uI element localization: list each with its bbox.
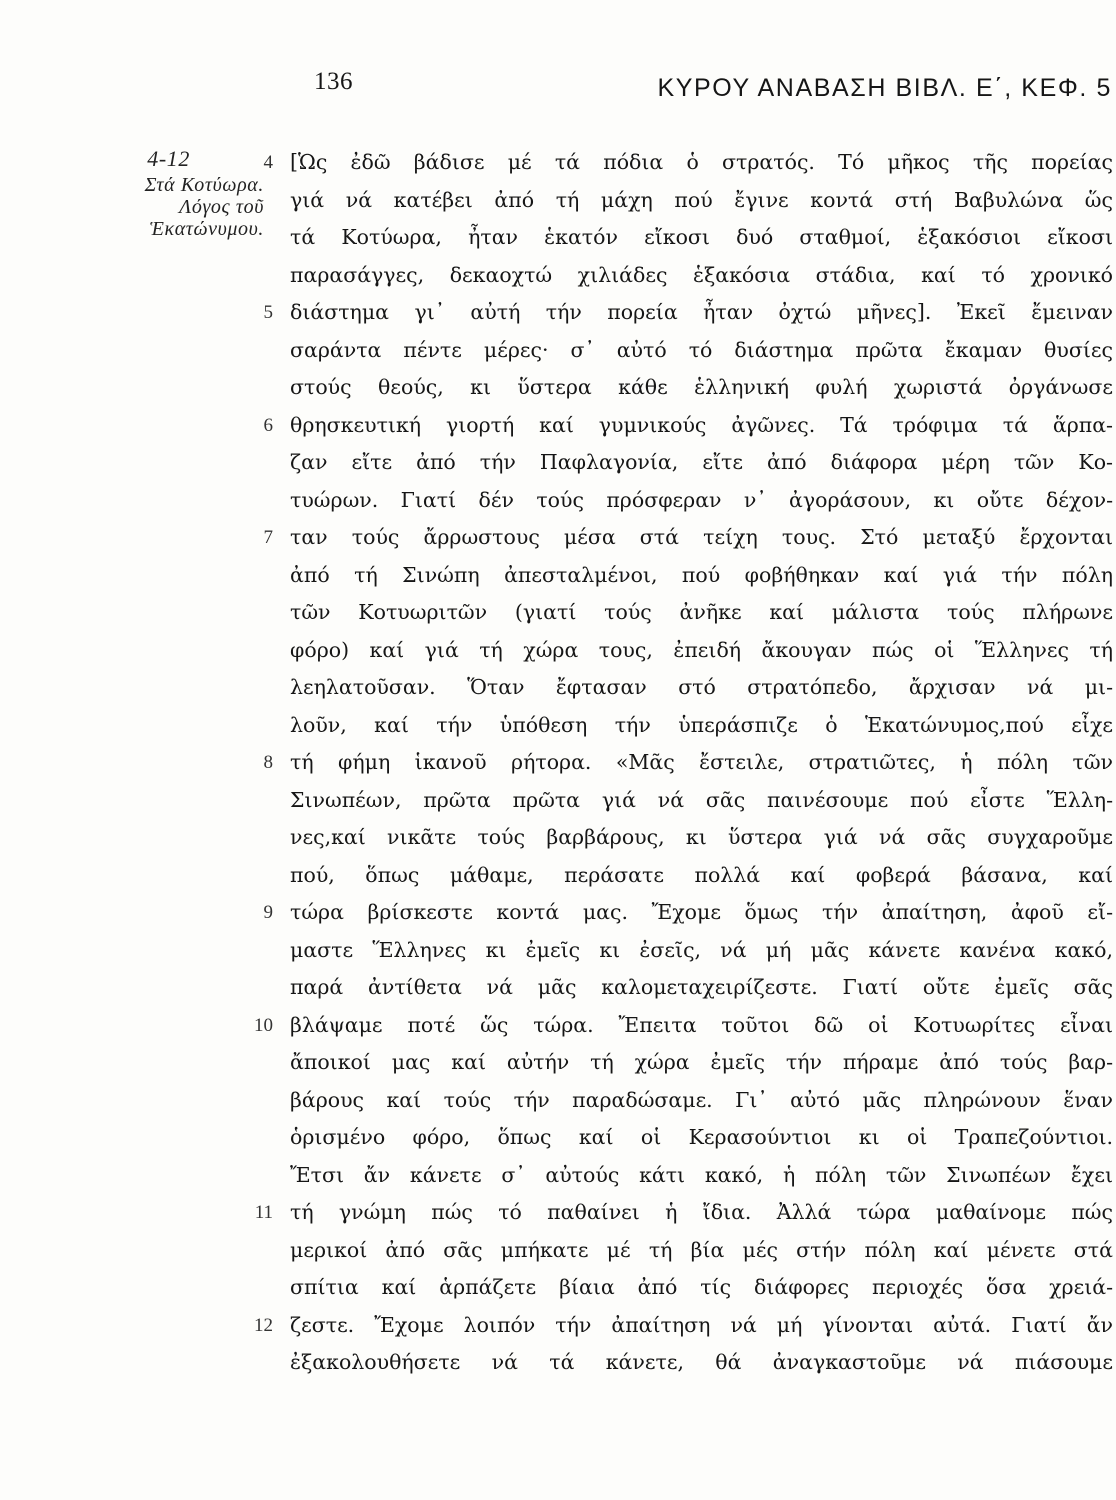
text-line: [243, 1157, 1113, 1195]
section-number: 11: [254, 1202, 273, 1223]
line-text: ὁρισμένο φόρο, ὅπως καί οἱ Κερασούντιοι κι οἱ Τραπεζούντιοι.: [290, 1125, 1113, 1149]
line-text: πού, ὅπως μάθαμε, περάσατε πολλά καί φοβερά βάσανα, καί: [290, 862, 1113, 887]
margin-note-line: Ἑκατώνυμου.: [149, 218, 264, 240]
text-line: [243, 557, 1113, 595]
text-line: [243, 744, 1113, 782]
text-line: [243, 519, 1113, 557]
text-line: [243, 857, 1113, 895]
line-text: μερικοί ἀπό σᾶς μπήκατε μέ τή βία μές στήν πόλη καί μένετε στά: [290, 1237, 1113, 1262]
text-line: [243, 1269, 1113, 1307]
line-text: βάρους καί τούς τήν παραδώσαμε. Γι᾽ αὐτό μᾶς πληρώνουν ἕναν: [290, 1087, 1113, 1112]
text-line: [243, 1082, 1113, 1120]
running-head: ΚΥΡΟΥ ΑΝΑΒΑΣΗ ΒΙΒΛ. Ε΄, ΚΕΦ. 5: [657, 74, 1112, 102]
section-number: 6: [263, 414, 273, 436]
body-text: [243, 144, 1113, 1382]
text-line: [243, 1194, 1113, 1232]
line-text: φόρο) καί γιά τή χώρα τους, ἐπειδή ἄκουγαν πώς οἱ Ἕλληνες τή: [290, 637, 1113, 662]
line-text: παρασάγγες, δεκαοχτώ χιλιάδες ἑξακόσια στάδια, καί τό χρονικό: [290, 262, 1113, 287]
text-line: [243, 219, 1113, 257]
line-text: λοῦν, καί τήν ὑπόθεση τήν ὑπεράσπιζε ὁ Ἑκατώνυμος,πού εἶχε: [290, 712, 1113, 737]
line-text: τώρα βρίσκεστε κοντά μας. Ἔχομε ὅμως τήν ἀπαίτηση, ἀφοῦ εἴ-: [290, 900, 1113, 924]
text-line: [243, 369, 1113, 407]
line-text: [Ὡς ἐδῶ βάδισε μέ τά πόδια ὁ στρατός. Τό μῆκος τῆς πορείας: [290, 150, 1113, 174]
text-line: [243, 1344, 1113, 1382]
text-line: [243, 782, 1113, 820]
text-line: [243, 444, 1113, 482]
text-line: [243, 257, 1113, 295]
text-line: [243, 969, 1113, 1007]
text-line: [243, 1044, 1113, 1082]
line-text: ἄποικοί μας καί αὐτήν τή χώρα ἐμεῖς τήν πήραμε ἀπό τούς βαρ-: [290, 1050, 1113, 1074]
text-line: [243, 332, 1113, 370]
text-line: [243, 1232, 1113, 1270]
line-text: σπίτια καί ἁρπάζετε βίαια ἀπό τίς διάφορες περιοχές ὅσα χρειά-: [290, 1275, 1113, 1299]
section-number: 10: [254, 1014, 273, 1036]
line-text: διάστημα γι᾽ αὐτή τήν πορεία ἦταν ὀχτώ μῆνες]. Ἐκεῖ ἔμειναν: [290, 300, 1113, 324]
page-number: 136: [314, 68, 353, 95]
line-text: ζεστε. Ἔχομε λοιπόν τήν ἀπαίτηση νά μή γίνονται αὐτά. Γιατί ἄν: [290, 1312, 1113, 1337]
margin-note: [96, 148, 264, 240]
line-text: μαστε Ἕλληνες κι ἐμεῖς κι ἐσεῖς, νά μή μᾶς κάνετε κανένα κακό,: [290, 937, 1113, 962]
line-text: τά Κοτύωρα, ἦταν ἑκατόν εἴκοσι δυό σταθμοί, ἑξακόσιοι εἴκοσι: [290, 225, 1113, 249]
text-line: [243, 594, 1113, 632]
section-number: 12: [254, 1314, 273, 1336]
text-line: [243, 407, 1113, 445]
line-text: σαράντα πέντε μέρες· σ᾽ αὐτό τό διάστημα πρῶτα ἔκαμαν θυσίες: [290, 337, 1113, 362]
text-line: [243, 707, 1113, 745]
line-text: γιά νά κατέβει ἀπό τή μάχη πού ἔγινε κοντά στή Βαβυλώνα ὥς: [290, 187, 1113, 212]
line-text: θρησκευτική γιορτή καί γυμνικούς ἀγῶνες. Τά τρόφιμα τά ἅρπα-: [290, 412, 1113, 437]
margin-note-line: Στά Κοτύωρα.: [144, 174, 264, 196]
line-text: Σινωπέων, πρῶτα πρῶτα γιά νά σᾶς παινέσουμε πού εἶστε Ἕλλη-: [290, 787, 1113, 812]
section-number: 4: [263, 152, 273, 173]
line-text: ζαν εἴτε ἀπό τήν Παφλαγονία, εἴτε ἀπό διάφορα μέρη τῶν Κο-: [290, 450, 1113, 474]
line-text: τή φήμη ἱκανοῦ ρήτορα. «Μᾶς ἔστειλε, στρατιῶτες, ἡ πόλη τῶν: [290, 750, 1113, 774]
text-line: [243, 669, 1113, 707]
line-text: ταν τούς ἄρρωστους μέσα στά τείχη τους. Στό μεταξύ ἔρχονται: [290, 525, 1113, 549]
section-number: 9: [263, 902, 273, 923]
text-line: [243, 1307, 1113, 1345]
section-number: 5: [263, 302, 273, 323]
line-text: ἀπό τή Σινώπη ἀπεσταλμένοι, πού φοβήθηκαν καί γιά τήν πόλη: [290, 562, 1113, 587]
text-line: [243, 182, 1113, 220]
line-text: τῶν Κοτυωριτῶν (γιατί τούς ἀνῆκε καί μάλιστα τούς πλήρωνε: [290, 600, 1113, 624]
margin-note-line: Λόγος τοῦ: [179, 196, 264, 218]
section-number: 7: [263, 527, 273, 548]
text-line: [243, 632, 1113, 670]
text-line: [243, 1119, 1113, 1157]
line-text: λεηλατοῦσαν. Ὅταν ἔφτασαν στό στρατόπεδο, ἄρχισαν νά μι-: [290, 675, 1113, 699]
section-number: 8: [263, 752, 273, 773]
line-text: Ἔτσι ἄν κάνετε σ᾽ αὐτούς κάτι κακό, ἡ πόλη τῶν Σινωπέων ἔχει: [290, 1162, 1113, 1187]
margin-note-range: 4-12: [147, 146, 190, 171]
text-line: [243, 894, 1113, 932]
text-line: [243, 144, 1113, 182]
line-text: νες,καί νικᾶτε τούς βαρβάρους, κι ὕστερα γιά νά σᾶς συγχαροῦμε: [290, 825, 1113, 849]
text-line: [243, 932, 1113, 970]
line-text: παρά ἀντίθετα νά μᾶς καλομεταχειρίζεστε. Γιατί οὔτε ἐμεῖς σᾶς: [290, 975, 1113, 999]
text-line: [243, 294, 1113, 332]
line-text: βλάψαμε ποτέ ὥς τώρα. Ἔπειτα τοῦτοι δῶ οἱ Κοτυωρίτες εἶναι: [290, 1012, 1113, 1037]
line-text: τή γνώμη πώς τό παθαίνει ἡ ἴδια. Ἀλλά τώρα μαθαίνομε πώς: [290, 1200, 1113, 1224]
text-line: [243, 482, 1113, 520]
page-header: [300, 66, 1112, 110]
line-text: τυώρων. Γιατί δέν τούς πρόσφεραν ν᾽ ἀγοράσουν, κι οὔτε δέχον-: [290, 487, 1113, 512]
text-line: [243, 819, 1113, 857]
line-text: στούς θεούς, κι ὕστερα κάθε ἑλληνική φυλή χωριστά ὀργάνωσε: [290, 375, 1113, 399]
text-line: [243, 1007, 1113, 1045]
line-text: ἐξακολουθήσετε νά τά κάνετε, θά ἀναγκαστοῦμε νά πιάσουμε: [290, 1350, 1113, 1374]
